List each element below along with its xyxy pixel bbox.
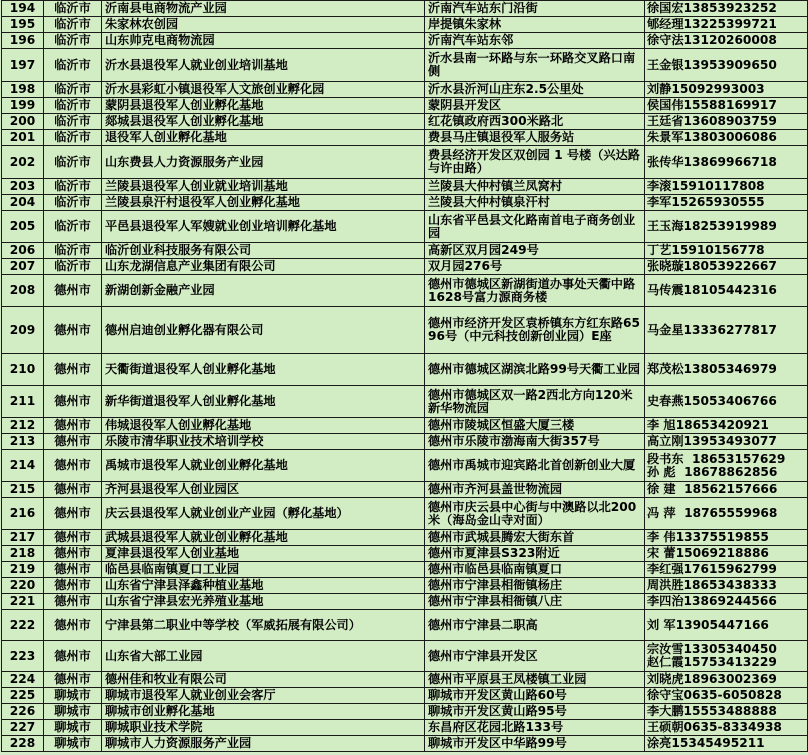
table-row	[2, 211, 808, 243]
table-row	[2, 562, 808, 578]
address-cell: 德州市宁津县相衙镇八庄	[425, 594, 645, 610]
contact-line: 李滚15910117808	[647, 179, 765, 193]
base-name-cell: 乐陵市清华职业技术培训学校	[102, 434, 425, 450]
base-name-cell: 夏津县退役军人创业基地	[102, 546, 425, 562]
row-number-cell: 220	[2, 578, 44, 594]
city-cell: 德州市	[44, 578, 102, 594]
base-name-cell: 山东省宁津县宏光养殖业基地	[102, 594, 425, 610]
city-cell: 德州市	[44, 386, 102, 418]
row-number-cell: 216	[2, 498, 44, 530]
row-number-cell: 207	[2, 259, 44, 275]
table-row	[2, 114, 808, 130]
contact-cell	[645, 33, 808, 49]
row-number-cell: 223	[2, 641, 44, 672]
address-cell: 德州市武城县腾宏大街东首	[425, 530, 645, 546]
contact-cell	[645, 450, 808, 482]
address-cell: 德州市齐河县盖世物流园	[425, 482, 645, 498]
row-number-cell: 215	[2, 482, 44, 498]
row-number-cell: 219	[2, 562, 44, 578]
table-row	[2, 720, 808, 736]
base-name-cell: 山东帅克电商物流园	[102, 33, 425, 49]
base-name-cell: 山东省宁津县泽鑫种植业基地	[102, 578, 425, 594]
row-number-cell: 208	[2, 275, 44, 307]
table-row	[2, 146, 808, 179]
contact-line: 孙 彪 18678862856	[647, 464, 778, 479]
contact-line: 王硕朝0635-8334938	[647, 720, 782, 734]
contact-line: 史春燕15053406766	[647, 394, 777, 408]
contact-line: 丁艺15910156778	[647, 243, 765, 257]
row-number-cell: 200	[2, 114, 44, 130]
city-cell: 临沂市	[44, 17, 102, 33]
city-cell: 聊城市	[44, 688, 102, 704]
contact-line: 李 旭18653420921	[647, 418, 769, 432]
base-name-cell: 宁津县第二职业中等学校（军威拓展有限公司）	[102, 610, 425, 641]
row-number-cell: 197	[2, 49, 44, 82]
address-cell: 沂水县沂河山庄东2.5公里处	[425, 82, 645, 98]
contact-cell	[645, 259, 808, 275]
contact-line: 刘 军13905447166	[647, 617, 769, 632]
table-body	[2, 1, 808, 752]
city-cell: 临沂市	[44, 179, 102, 195]
contact-line: 郇经理13225399721	[647, 17, 777, 31]
contact-line: 李 伟13375519855	[647, 530, 769, 544]
address-cell: 德州市乐陵市渤海南大街357号	[425, 434, 645, 450]
row-number-cell: 218	[2, 546, 44, 562]
address-cell: 双月园276号	[425, 259, 645, 275]
contact-cell	[645, 578, 808, 594]
table-row	[2, 17, 808, 33]
row-number-cell: 222	[2, 610, 44, 641]
contact-cell	[645, 211, 808, 243]
contact-line: 赵仁霞15753413229	[647, 655, 777, 669]
address-cell: 德州市德城区湖滨北路99号天衢工业园	[425, 354, 645, 386]
base-name-cell: 沂水县彩虹小镇退役军人文旅创业孵化园	[102, 82, 425, 98]
contact-cell	[645, 736, 808, 752]
contact-line: 侯国伟15588169917	[647, 98, 777, 112]
row-number-cell: 214	[2, 450, 44, 482]
contact-cell	[645, 179, 808, 195]
row-number-cell: 228	[2, 736, 44, 752]
address-cell: 德州市陵城区恒盛大厦三楼	[425, 418, 645, 434]
table-row	[2, 418, 808, 434]
table-row	[2, 386, 808, 418]
contact-line: 王玉海18253919989	[647, 219, 777, 233]
city-cell: 德州市	[44, 546, 102, 562]
base-name-cell: 平邑县退役军人军嫂就业创业培训孵化基地	[102, 211, 425, 243]
base-name-cell: 退役军人创业孵化基地	[102, 130, 425, 146]
contact-line: 宋 蕾15069218886	[647, 546, 769, 560]
table-row	[2, 307, 808, 354]
city-cell: 临沂市	[44, 98, 102, 114]
contact-line: 刘晓虎18963002369	[647, 672, 777, 686]
row-number-cell: 199	[2, 98, 44, 114]
city-cell: 聊城市	[44, 704, 102, 720]
contact-cell	[645, 641, 808, 672]
row-number-cell: 217	[2, 530, 44, 546]
table-row	[2, 498, 808, 530]
contact-cell	[645, 130, 808, 146]
city-cell: 聊城市	[44, 736, 102, 752]
base-name-cell: 德州启迪创业孵化器有限公司	[102, 307, 425, 354]
address-cell: 聊城市开发区中华路99号	[425, 736, 645, 752]
address-cell: 德州市宁津县开发区	[425, 641, 645, 672]
row-number-cell: 196	[2, 33, 44, 49]
base-name-cell: 兰陵县泉汗村退役军人创业孵化基地	[102, 195, 425, 211]
table-row	[2, 594, 808, 610]
contact-cell	[645, 354, 808, 386]
contact-line: 王金银13953909650	[647, 57, 777, 72]
base-name-cell: 新华街道退役军人创业孵化基地	[102, 386, 425, 418]
table-row	[2, 688, 808, 704]
table-row	[2, 98, 808, 114]
contact-line: 徐守法13120260008	[647, 33, 777, 47]
contact-cell	[645, 530, 808, 546]
row-number-cell: 204	[2, 195, 44, 211]
row-number-cell: 203	[2, 179, 44, 195]
address-cell: 费县经济开发区双创园 1 号楼（兴达路与许由路）	[425, 146, 645, 179]
address-cell: 德州市临邑县临南镇夏口	[425, 562, 645, 578]
address-cell: 德州市宁津县相衙镇杨庄	[425, 578, 645, 594]
city-cell: 德州市	[44, 672, 102, 688]
contact-line: 李大鹏15553488888	[647, 704, 777, 718]
contact-line: 朱景军13803006086	[647, 130, 777, 144]
city-cell: 德州市	[44, 418, 102, 434]
city-cell: 德州市	[44, 594, 102, 610]
base-name-cell: 武城县退役军人就业创业孵化基地	[102, 530, 425, 546]
row-number-cell: 201	[2, 130, 44, 146]
contact-cell	[645, 243, 808, 259]
table-row	[2, 610, 808, 641]
base-name-cell: 伟城退役军人创业孵化基地	[102, 418, 425, 434]
city-cell: 临沂市	[44, 259, 102, 275]
contact-line: 高立刚13953493077	[647, 434, 777, 448]
base-name-cell: 聊城市退役军人就业创业会客厅	[102, 688, 425, 704]
city-cell: 临沂市	[44, 211, 102, 243]
contact-cell	[645, 720, 808, 736]
table-row	[2, 482, 808, 498]
city-cell: 临沂市	[44, 114, 102, 130]
contact-line: 涂亮15345495211	[647, 736, 765, 750]
row-number-cell: 225	[2, 688, 44, 704]
table-row	[2, 434, 808, 450]
contact-cell	[645, 1, 808, 17]
contact-cell	[645, 49, 808, 82]
address-cell: 沂水县南一环路与东一环路交叉路口南侧	[425, 49, 645, 82]
base-name-cell: 庆云县退役军人就业创业产业园（孵化基地）	[102, 498, 425, 530]
row-number-cell: 213	[2, 434, 44, 450]
city-cell: 德州市	[44, 530, 102, 546]
address-cell: 岸提镇朱家林	[425, 17, 645, 33]
base-name-cell: 沂南县电商物流产业园	[102, 1, 425, 17]
city-cell: 临沂市	[44, 146, 102, 179]
row-number-cell: 211	[2, 386, 44, 418]
table-row	[2, 641, 808, 672]
contact-line: 徐守宝0635-6050828	[647, 688, 782, 702]
city-cell: 临沂市	[44, 82, 102, 98]
city-cell: 临沂市	[44, 33, 102, 49]
city-cell: 德州市	[44, 354, 102, 386]
table-row	[2, 82, 808, 98]
city-cell: 德州市	[44, 498, 102, 530]
city-cell: 临沂市	[44, 130, 102, 146]
contact-line: 王廷省13608903759	[647, 114, 777, 128]
table-row	[2, 49, 808, 82]
row-number-cell: 221	[2, 594, 44, 610]
city-cell: 德州市	[44, 482, 102, 498]
address-cell: 德州市经济开发区袁桥镇东方红东路6596号（中元科技创新创业园）E座	[425, 307, 645, 354]
contact-line: 李军15265930555	[647, 195, 765, 209]
data-table	[1, 0, 808, 752]
address-cell: 费县马庄镇退役军人服务站	[425, 130, 645, 146]
base-name-cell: 临沂创业科技服务有限公司	[102, 243, 425, 259]
city-cell: 德州市	[44, 641, 102, 672]
address-cell: 沂南汽车站东门沿街	[425, 1, 645, 17]
contact-line: 马传震18105442316	[647, 283, 777, 297]
contact-cell	[645, 610, 808, 641]
contact-cell	[645, 98, 808, 114]
contact-cell	[645, 672, 808, 688]
base-name-cell: 聊城市创业孵化基地	[102, 704, 425, 720]
contact-cell	[645, 482, 808, 498]
address-cell: 德州市宁津县二职高	[425, 610, 645, 641]
contact-cell	[645, 275, 808, 307]
contact-cell	[645, 704, 808, 720]
contact-cell	[645, 688, 808, 704]
base-name-cell: 朱家林农创园	[102, 17, 425, 33]
row-number-cell: 227	[2, 720, 44, 736]
base-name-cell: 山东费县人力资源服务产业园	[102, 146, 425, 179]
city-cell: 德州市	[44, 610, 102, 641]
row-number-cell: 212	[2, 418, 44, 434]
table-row	[2, 195, 808, 211]
base-name-cell: 天衢街道退役军人创业孵化基地	[102, 354, 425, 386]
base-name-cell: 临邑县临南镇夏口工业园	[102, 562, 425, 578]
table-row	[2, 736, 808, 752]
address-cell: 红花镇政府西300米路北	[425, 114, 645, 130]
base-name-cell: 沂水县退役军人就业创业培训基地	[102, 49, 425, 82]
city-cell: 聊城市	[44, 720, 102, 736]
city-cell: 德州市	[44, 562, 102, 578]
contact-line: 马金星13336277817	[647, 322, 777, 337]
row-number-cell: 224	[2, 672, 44, 688]
table-row	[2, 672, 808, 688]
base-name-cell: 蒙阴县退役军人创业孵化基地	[102, 98, 425, 114]
table-row	[2, 546, 808, 562]
city-cell: 德州市	[44, 307, 102, 354]
address-cell: 东昌府区花园北路133号	[425, 720, 645, 736]
address-cell: 德州市德城区新湖街道办事处天衢中路1628号富力源商务楼	[425, 275, 645, 307]
contact-line: 徐国宏13853923252	[647, 1, 777, 15]
table-row	[2, 450, 808, 482]
base-name-cell: 郯城县退役军人创业孵化基地	[102, 114, 425, 130]
city-cell: 临沂市	[44, 243, 102, 259]
table-row	[2, 530, 808, 546]
base-name-cell: 兰陵县退役军人创业就业培训基地	[102, 179, 425, 195]
table-row	[2, 704, 808, 720]
city-cell: 德州市	[44, 275, 102, 307]
table-row	[2, 33, 808, 49]
row-number-cell: 226	[2, 704, 44, 720]
row-number-cell: 202	[2, 146, 44, 179]
contact-line: 李四治13869244566	[647, 594, 777, 608]
address-cell: 德州市德城区双一路2西北方向120米新华物流园	[425, 386, 645, 418]
contact-line: 张传华13869966718	[647, 154, 777, 169]
table-row	[2, 130, 808, 146]
address-cell: 聊城市开发区黄山路95号	[425, 704, 645, 720]
city-cell: 临沂市	[44, 195, 102, 211]
base-name-cell: 德州佳和牧业有限公司	[102, 672, 425, 688]
contact-cell	[645, 146, 808, 179]
address-cell: 兰陵县大仲村镇兰凤窝村	[425, 179, 645, 195]
contact-line: 李红强17615962799	[647, 562, 777, 576]
base-name-cell: 齐河县退役军人创业园区	[102, 482, 425, 498]
contact-cell	[645, 195, 808, 211]
contact-line: 周洪胜18653438333	[647, 578, 777, 592]
contact-line: 徐 建 18562157666	[647, 482, 778, 496]
city-cell: 临沂市	[44, 49, 102, 82]
address-cell: 蒙阴县开发区	[425, 98, 645, 114]
contact-cell	[645, 546, 808, 562]
address-cell: 聊城市开发区黄山路60号	[425, 688, 645, 704]
address-cell: 德州市夏津县S323附近	[425, 546, 645, 562]
address-cell: 山东省平邑县文化路南首电子商务创业园	[425, 211, 645, 243]
row-number-cell: 205	[2, 211, 44, 243]
row-number-cell: 209	[2, 307, 44, 354]
city-cell: 德州市	[44, 450, 102, 482]
contact-line: 冯 萍 18765559968	[647, 506, 778, 520]
address-cell: 高新区双月园249号	[425, 243, 645, 259]
table-row	[2, 243, 808, 259]
contact-cell	[645, 386, 808, 418]
address-cell: 兰陵县大仲村镇泉汗村	[425, 195, 645, 211]
address-cell: 德州市禹城市迎宾路北首创新创业大厦	[425, 450, 645, 482]
city-cell: 临沂市	[44, 1, 102, 17]
contact-cell	[645, 418, 808, 434]
row-number-cell: 206	[2, 243, 44, 259]
city-cell: 德州市	[44, 434, 102, 450]
base-name-cell: 山东省大部工业园	[102, 641, 425, 672]
base-name-cell: 聊城市人力资源服务产业园	[102, 736, 425, 752]
contact-line: 张晓璇18053922667	[647, 259, 777, 273]
contact-line: 刘静15092993003	[647, 82, 765, 96]
contact-cell	[645, 17, 808, 33]
row-number-cell: 198	[2, 82, 44, 98]
contact-cell	[645, 82, 808, 98]
table-row	[2, 354, 808, 386]
base-name-cell: 聊城职业技术学院	[102, 720, 425, 736]
table-row	[2, 1, 808, 17]
row-number-cell: 194	[2, 1, 44, 17]
base-name-cell: 禹城市退役军人就业创业孵化基地	[102, 450, 425, 482]
base-name-cell: 新湖创新金融产业园	[102, 275, 425, 307]
contact-cell	[645, 594, 808, 610]
contact-cell	[645, 114, 808, 130]
contact-line: 宗汝雪13305340450	[647, 642, 777, 656]
address-cell: 德州市平原县王凤楼镇工业园	[425, 672, 645, 688]
table-row	[2, 179, 808, 195]
contact-cell	[645, 562, 808, 578]
table-row	[2, 578, 808, 594]
row-number-cell: 195	[2, 17, 44, 33]
contact-cell	[645, 498, 808, 530]
table-row	[2, 259, 808, 275]
contact-line: 段书东 18653157629	[647, 451, 786, 466]
address-cell: 沂南汽车站东邻	[425, 33, 645, 49]
contact-line: 郑茂松13805346979	[647, 362, 777, 376]
contact-cell	[645, 307, 808, 354]
base-name-cell: 山东龙湖信息产业集团有限公司	[102, 259, 425, 275]
contact-cell	[645, 434, 808, 450]
table-row	[2, 275, 808, 307]
address-cell: 德州市庆云县中心街与中澳路以北200米（海岛金山寺对面）	[425, 498, 645, 530]
row-number-cell: 210	[2, 354, 44, 386]
